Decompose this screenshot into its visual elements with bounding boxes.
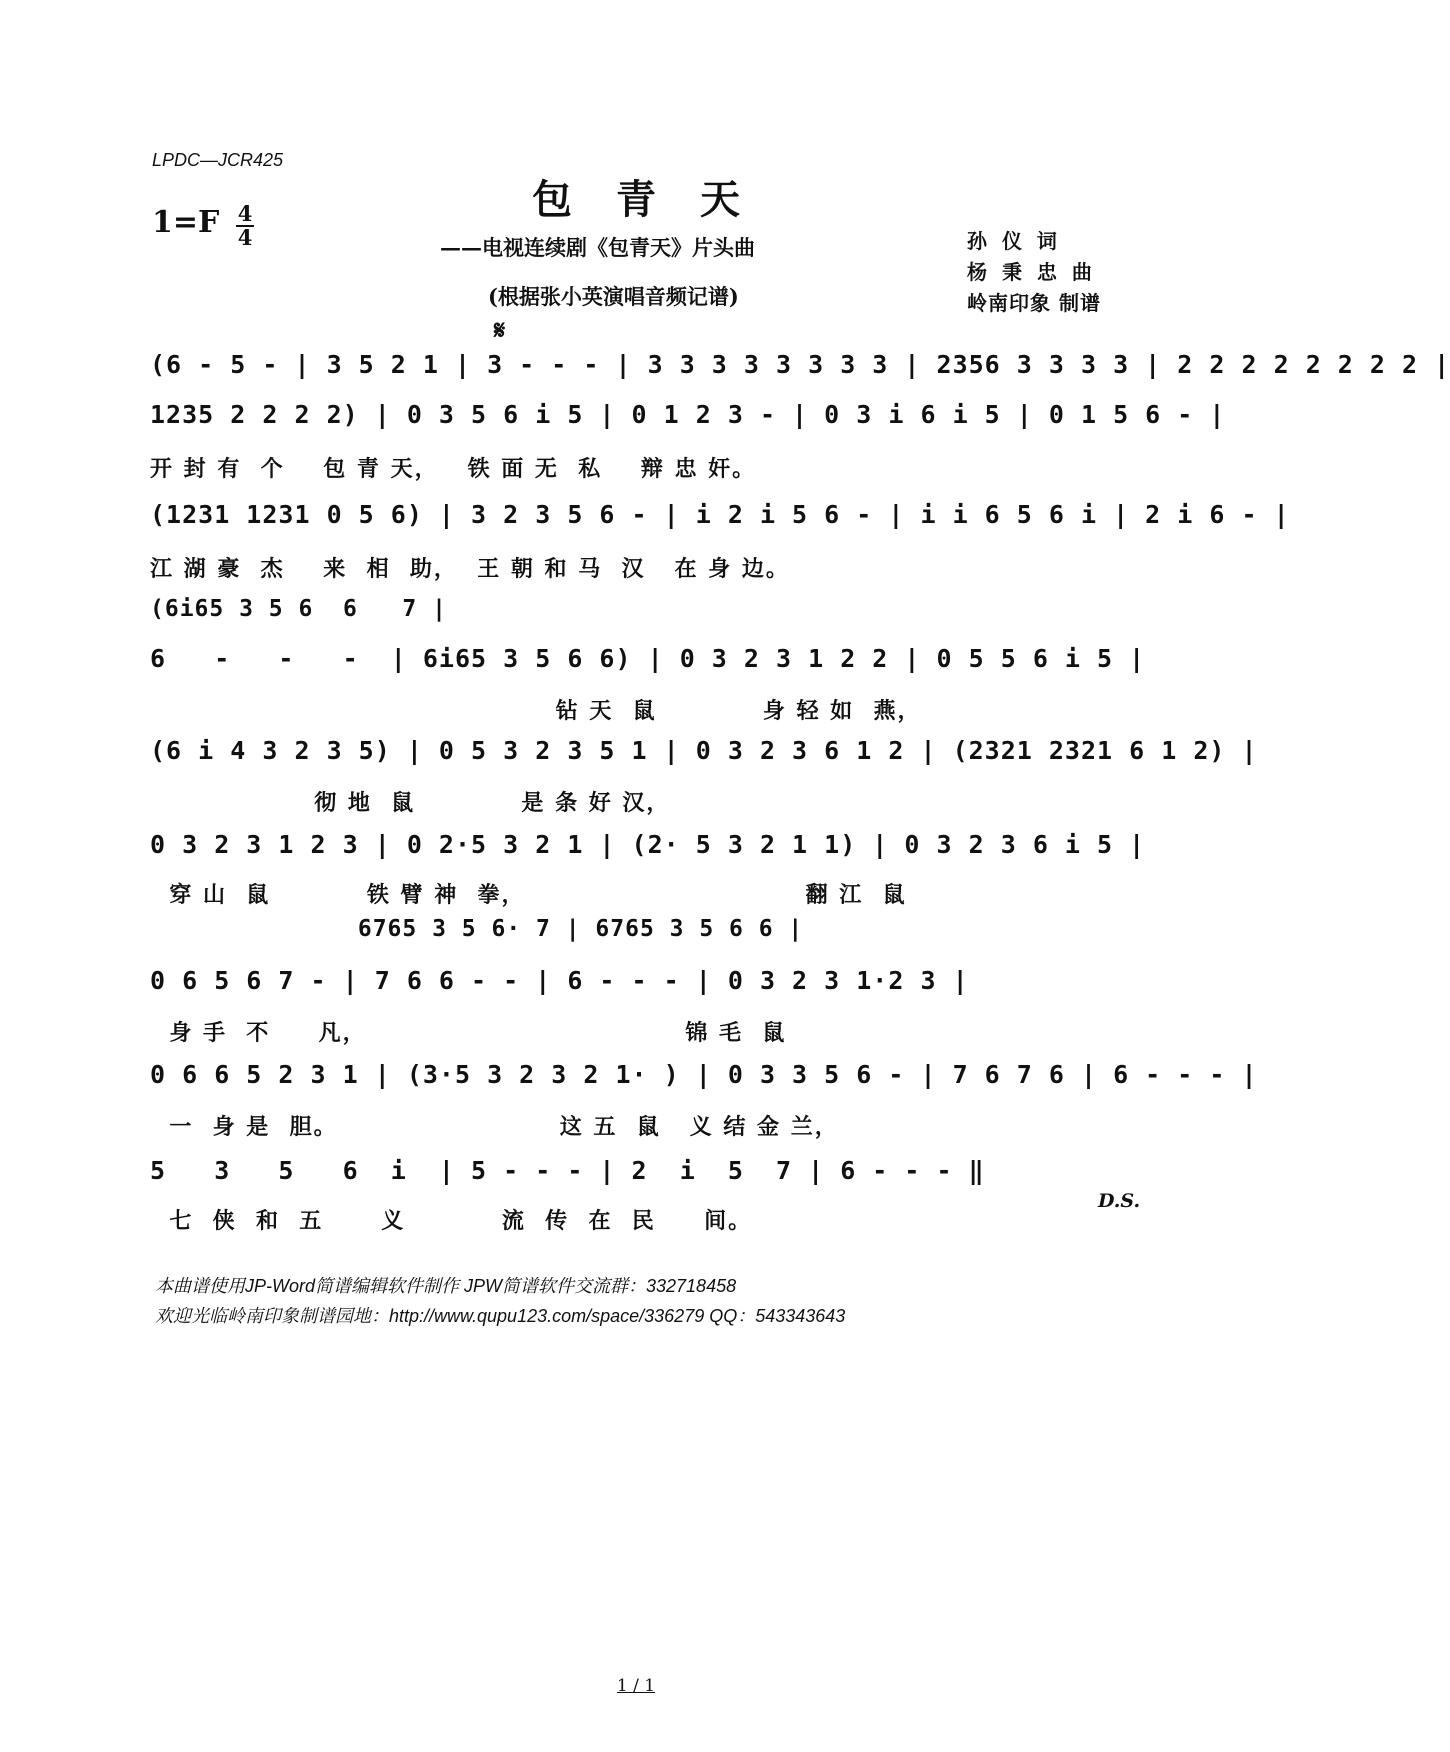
time-signature-bottom: 4 — [237, 225, 253, 250]
arranger-credit: 岭南印象 制谱 — [967, 291, 1101, 315]
score-line-3: (1231 1231 0 5 6) | 3 2 3 5 6 - | i 2 i 5 6 - | i i 6 5 6 i | 2 i 6 - | — [150, 500, 1290, 529]
score-line-5: (6 i 4 3 2 3 5) | 0 5 3 2 3 5 1 | 0 3 2 3 6 1 2 | (2321 2321 6 1 2) | — [150, 736, 1258, 765]
dal-segno-mark: D.S. — [1098, 1190, 1141, 1212]
lyric-line-7: 身 手 不 凡， 锦 毛 鼠 — [150, 1020, 787, 1046]
lyric-line-6: 穿 山 鼠 铁 臂 神 拳， 翻 江 鼠 — [150, 882, 907, 908]
key-signature: 1=F — [152, 205, 220, 240]
time-signature-top: 4 — [237, 201, 253, 226]
source-note: (根据张小英演唱音频记谱) — [488, 284, 739, 309]
lyric-line-5: 彻 地 鼠 是 条 好 汉， — [150, 790, 671, 816]
score-line-4-upper: (6i65 3 5 6 6 7 | — [150, 596, 447, 622]
score-line-7: 0 6 5 6 7 - | 7 6 6 - - | 6 - - - | 0 3 2 3 1·2 3 | — [150, 966, 969, 995]
score-line-2: 1235 2 2 2 2) | 0 3 5 6 i 5 | 0 1 2 3 - | 0 3 i 6 i 5 | 0 1 5 6 - | — [150, 400, 1226, 429]
score-code: LPDC—JCR425 — [152, 150, 284, 170]
lyricist-credit: 孙 仪 词 — [967, 229, 1061, 253]
page-title: 包青天 — [532, 176, 784, 223]
lyric-line-3: 江 湖 豪 杰 来 相 助， 王 朝 和 马 汉 在 身 边。 — [150, 556, 790, 582]
lyric-line-2: 开 封 有 个 包 青 天， 铁 面 无 私 辩 忠 奸。 — [150, 456, 757, 482]
lyric-line-8: 一 身 是 胆。 这 五 鼠 义 结 金 兰， — [150, 1114, 839, 1140]
page-number-text: 1 / 1 — [616, 1676, 656, 1696]
score-line-1: (6 - 5 - | 3 5 2 1 | 3 - - - | 3 3 3 3 3 3 3 3 | 2356 3 3 3 3 | 2 2 2 2 2 2 2 2 | — [150, 350, 1450, 379]
score-line-8: 0 6 6 5 2 3 1 | (3·5 3 2 3 2 1· ) | 0 3 3 5 6 - | 7 6 7 6 | 6 - - - | — [150, 1060, 1258, 1089]
segno-icon: 𝄋 — [494, 316, 506, 346]
footer-line-1: 本曲谱使用JP-Word简谱编辑软件制作 JPW简谱软件交流群：332718458 — [155, 1276, 737, 1296]
score-line-9: 5 3 5 6 i | 5 - - - | 2 i 5 7 | 6 - - - ‖ — [150, 1156, 985, 1185]
lyric-line-4: 钻 天 鼠 身 轻 如 燕， — [150, 698, 922, 724]
score-line-7-upper: 6765 3 5 6· 7 | 6765 3 5 6 6 | — [150, 916, 804, 942]
subtitle: ——电视连续剧《包青天》片头曲 — [440, 235, 755, 260]
score-line-6: 0 3 2 3 1 2 3 | 0 2·5 3 2 1 | (2· 5 3 2 1 1) | 0 3 2 3 6 i 5 | — [150, 830, 1146, 859]
composer-credit: 杨 秉 忠 曲 — [967, 260, 1096, 284]
page-number — [0, 1676, 1272, 1696]
footer-line-2: 欢迎光临岭南印象制谱园地：http://www.qupu123.com/space/336279 QQ：543343643 — [155, 1306, 846, 1326]
lyric-line-9: 七 侠 和 五 义 流 传 在 民 间。 — [150, 1208, 753, 1234]
score-line-4: 6 - - - | 6i65 3 5 6 6) | 0 3 2 3 1 2 2 | 0 5 5 6 i 5 | — [150, 644, 1146, 673]
